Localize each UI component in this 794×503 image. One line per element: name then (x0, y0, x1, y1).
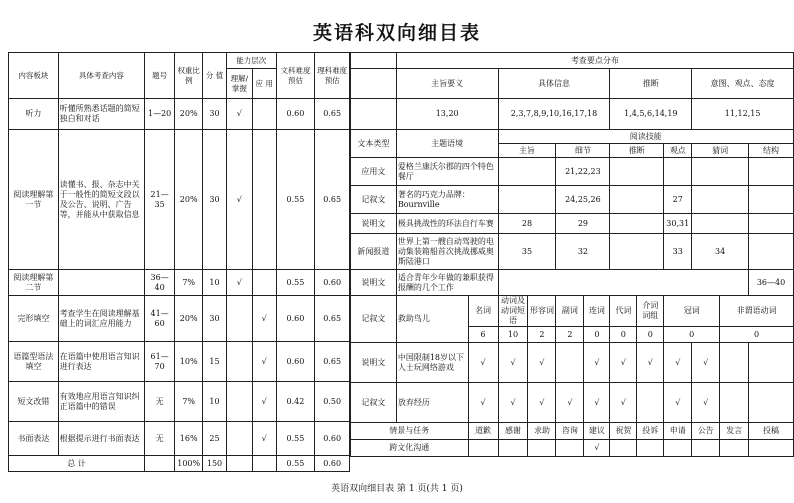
writing-val-row: 跨文化沟通 √ (351, 440, 794, 457)
header-score: 分 值 (203, 53, 227, 99)
left-table (8, 52, 350, 472)
table-row: 听力 听懂所熟悉话题的简短独白和对话 1—20 20% 30 √ 0.60 0.65 (9, 99, 350, 130)
table-row: 短文改错 有效地应用语言知识纠正语篇中的错误 无 7% 10 √ 0.42 0.50 (9, 382, 350, 422)
exam-dist-header: 考查要点分布 (396, 53, 793, 69)
reading-row: 说明文 极具挑战性的环法自行车赛 28 29 30,31 (351, 214, 794, 234)
reading-row: 新闻报道 世界上第一艘自动驾驶的电动集装箱船首次挑战挪威奥斯陆港口 35 32 33 34 (351, 234, 794, 270)
listening-row: 13,20 2,3,7,8,9,10,16,17,18 1,4,5,6,14,19 11,12,15 (351, 99, 794, 130)
header-understand: 理解/掌握 (226, 69, 252, 99)
page-title: 英语科双向细目表 (312, 22, 481, 44)
header-apply: 应 用 (252, 69, 276, 99)
cloze-head-row: 记叙文 救助鸟儿 名词 动词及动词短语 形容词 副词 连词 代词 介词词组 冠词 非谓语动词 (351, 296, 794, 327)
header-sci-diff-est: 理科难度预估 (315, 53, 350, 99)
total-row: 总 计 100% 150 0.55 0.60 (9, 456, 350, 472)
table-row: 阅读理解第二节 36—40 7% 10 √ 0.55 0.60 (9, 270, 350, 296)
table-row: 阅读理解第一节 读懂书、报、杂志中关于一般性的简短文段以及公告、说明、广告等，并能从中获取信息 21—35 20% 30 √ 0.55 0.65 (9, 130, 350, 270)
page-footer: 英语双向细目表 第 1 页(共 1 页) (331, 484, 463, 494)
header-weight: 权重比例 (175, 53, 203, 99)
header-block: 内容板块 (9, 53, 59, 99)
table-row: 完形填空 考查学生在阅读理解基础上的词汇应用能力 41—60 20% 30 √ 0.60 0.65 (9, 296, 350, 342)
reading-row: 应用文 爱格兰康沃尔郡的四个特色餐厅 21,22,23 (351, 158, 794, 186)
correction-row: 记叙文 放弃经历 √ √ √ √ √ √ √ √ (351, 383, 794, 423)
writing-head-row: 情景与任务 道歉 感谢 求助 咨询 建议 祝贺 投诉 申请 公告 发言 投稿 (351, 423, 794, 440)
table-row: 书面表达 根据提示进行书面表达 无 16% 25 √ 0.55 0.60 (9, 422, 350, 456)
header-qno: 题号 (145, 53, 175, 99)
table-row: 语篇型语法填空 在语篇中使用语言知识进行表达 61—70 10% 15 √ 0.60 0.65 (9, 342, 350, 382)
grammar-row: 说明文 中国限制18岁以下人士玩网络游戏 √ √ √ √ √ √ √ √ (351, 343, 794, 383)
cloze-val-row: 6 10 2 2 0 0 0 0 0 (351, 327, 794, 343)
reading-row: 记叙文 著名的巧克力品牌：Bournville 24,25,26 27 (351, 186, 794, 214)
reading-sec2-row: 说明文 适合青年少年做的兼职获得报酬的几个工作 36—40 (351, 270, 794, 296)
right-table: 考查要点分布 主旨要义 具体信息 推断 意图、观点、态度 13,20 2,3,7,8,9,10,16,17,18 1,4,5,6,14,19 11,12,15 文本类型 主题语境 阅读技能 主旨 细节 推断 观点 猜词 结构 应用文 爱格兰康沃尔郡的四个特色餐厅 21,22,23 记叙文 著名的巧克力品牌：Bournville 24,25,26 27 说明文 极具挑战性的环法自行车赛 28 29 30,31 新闻报道 世界上第一艘自动驾驶的电动集装箱船首次挑战挪威奥斯陆港口 35 32 33 34 说明文 适合青年少年做的兼职获得报酬的几个工作 36—40 记叙文 救助鸟儿 名词 动词及动词短语 形容词 副词 连词 代词 介词词组 冠词 非谓语动词 6 10 2 2 0 0 0 0 0 说明文 中国限制18岁以下人士玩网络游戏 √ √ √ √ √ √ √ √ 记叙文 放弃经历 √ √ √ √ √ √ √ √ 情景与任务 道歉 感谢 求助 咨询 建议 祝贺 投诉 申请 公告 发言 投稿 跨文化沟通 √ (350, 52, 794, 473)
header-ability: 能力层次 (226, 53, 276, 69)
header-diff-est: 文科难度预估 (276, 53, 315, 99)
header-content: 具体考查内容 (58, 53, 144, 99)
